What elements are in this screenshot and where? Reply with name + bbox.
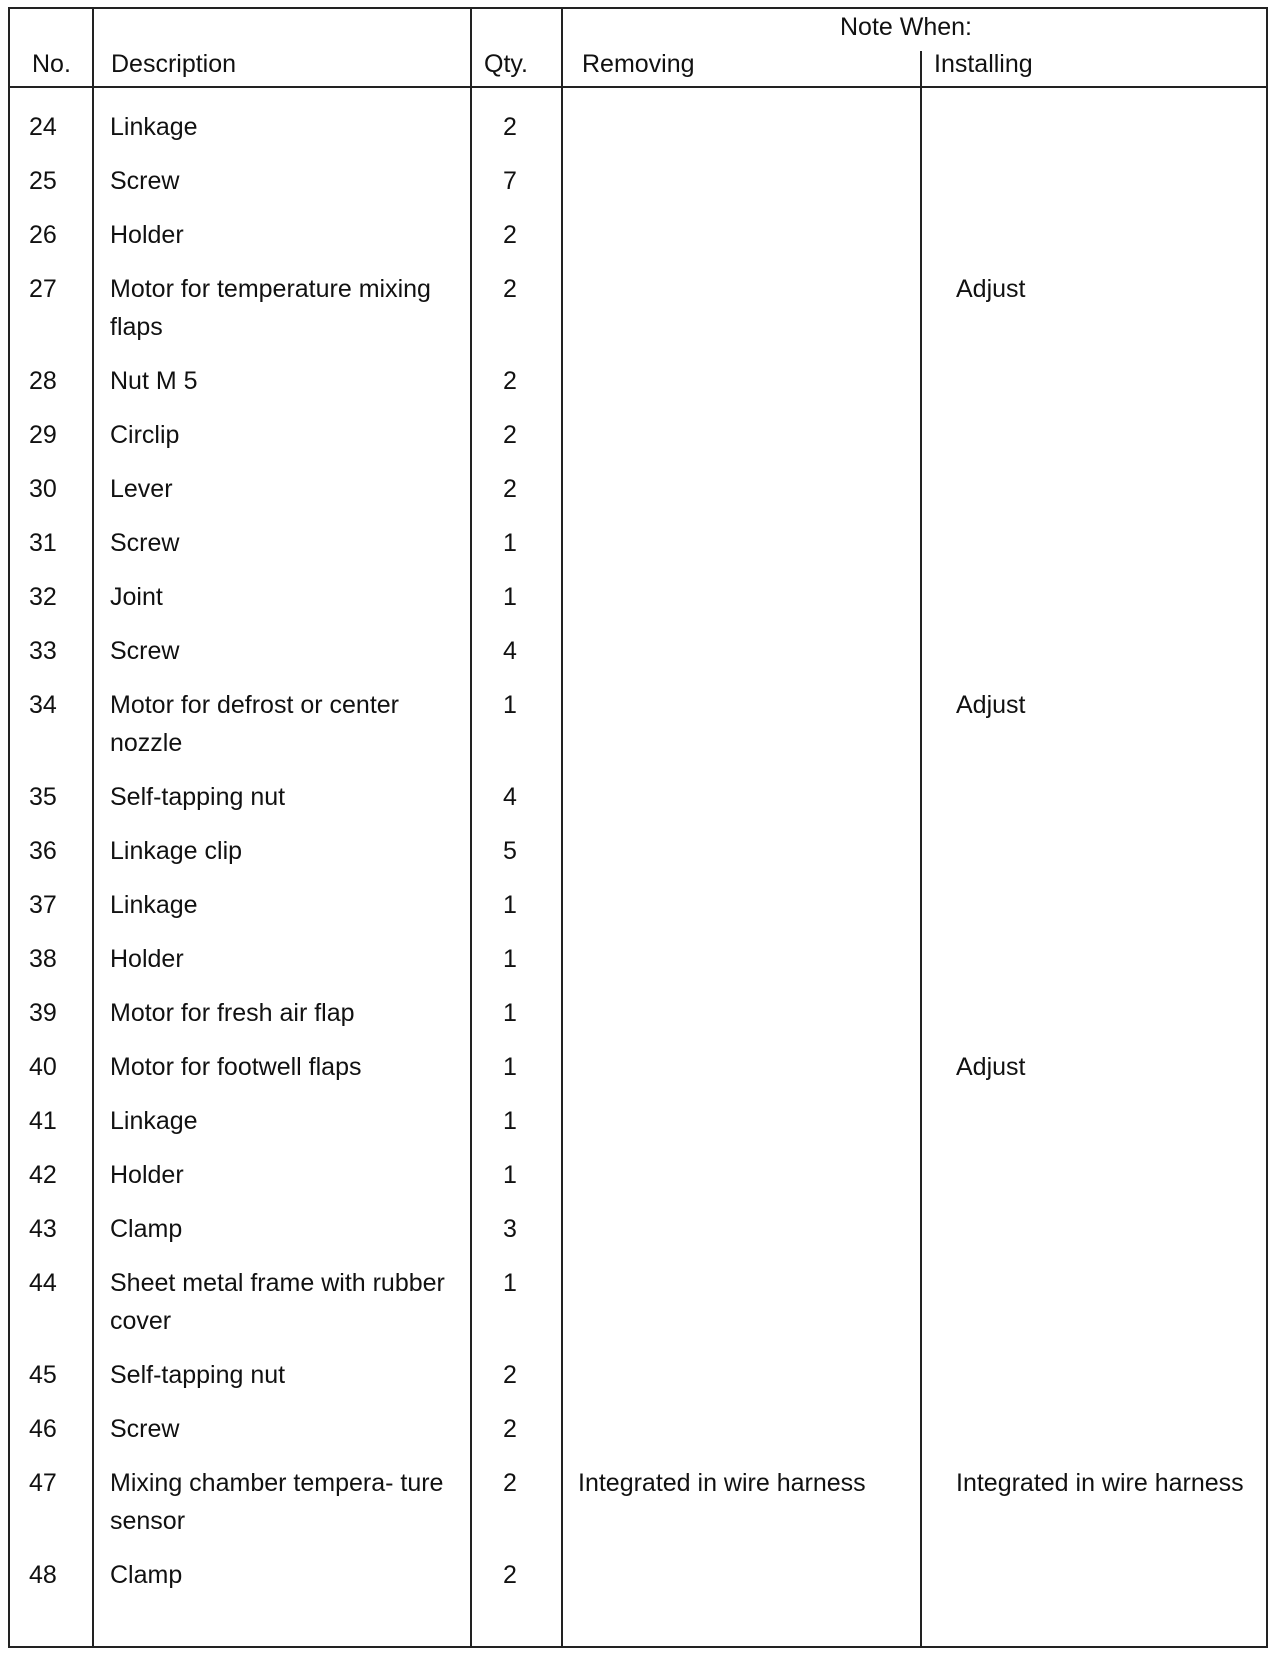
parts-table [8, 7, 1268, 1648]
table-row [10, 1556, 1266, 1610]
header-removing: Removing [582, 50, 695, 78]
row-description: Linkage clip [110, 837, 243, 865]
row-qty: 5 [503, 837, 517, 865]
row-number: 26 [29, 221, 57, 249]
header-qty: Qty. [484, 50, 528, 78]
row-number: 41 [29, 1107, 57, 1135]
row-description: Screw [110, 637, 180, 665]
row-description: Motor for defrost or center nozzle [110, 691, 400, 757]
row-number: 39 [29, 999, 57, 1027]
row-qty: 1 [503, 583, 517, 611]
row-number: 47 [29, 1469, 57, 1497]
row-description: Clamp [110, 1215, 183, 1243]
row-qty: 1 [503, 1107, 517, 1135]
table-row [10, 108, 1266, 162]
row-qty: 2 [503, 113, 517, 141]
row-number: 46 [29, 1415, 57, 1443]
row-number: 32 [29, 583, 57, 611]
row-description: Screw [110, 167, 180, 195]
row-description: Clamp [110, 1561, 183, 1589]
row-number: 28 [29, 367, 57, 395]
row-qty: 1 [503, 891, 517, 919]
table-row [10, 1410, 1266, 1464]
row-qty: 1 [503, 529, 517, 557]
row-number: 35 [29, 783, 57, 811]
row-qty: 2 [503, 475, 517, 503]
table-row [10, 778, 1266, 832]
row-description: Lever [110, 475, 173, 503]
header-note-when: Note When: [840, 13, 973, 41]
row-removing-note: Integrated in wire harness [578, 1469, 866, 1497]
table-row [10, 1356, 1266, 1410]
table-row [10, 1210, 1266, 1264]
row-number: 42 [29, 1161, 57, 1189]
row-number: 40 [29, 1053, 57, 1081]
row-description: Sheet metal frame with rubber cover [110, 1269, 445, 1335]
row-number: 37 [29, 891, 57, 919]
header-no: No. [32, 50, 71, 78]
row-description: Screw [110, 1415, 180, 1443]
table-row [10, 1264, 1266, 1356]
row-qty: 2 [503, 1361, 517, 1389]
row-qty: 1 [503, 945, 517, 973]
row-installing-note: Adjust [956, 691, 1026, 719]
row-number: 25 [29, 167, 57, 195]
row-qty: 2 [503, 1469, 517, 1497]
row-description: Motor for footwell flaps [110, 1053, 362, 1081]
row-description: Motor for temperature mixing flaps [110, 275, 431, 341]
row-number: 34 [29, 691, 57, 719]
table-row [10, 216, 1266, 270]
table-row [10, 578, 1266, 632]
row-qty: 2 [503, 1415, 517, 1443]
header-description: Description [111, 50, 237, 78]
row-qty: 1 [503, 691, 517, 719]
row-number: 44 [29, 1269, 57, 1297]
row-number: 24 [29, 113, 57, 141]
table-row [10, 686, 1266, 778]
row-description: Mixing chamber tempera- ture sensor [110, 1469, 444, 1535]
row-number: 29 [29, 421, 57, 449]
row-number: 30 [29, 475, 57, 503]
row-installing-note: Adjust [956, 1053, 1026, 1081]
row-description: Screw [110, 529, 180, 557]
row-installing-note: Integrated in wire harness [956, 1469, 1244, 1497]
row-qty: 4 [503, 637, 517, 665]
row-qty: 2 [503, 221, 517, 249]
row-description: Holder [110, 221, 184, 249]
row-description: Self-tapping nut [110, 783, 286, 811]
table-row [10, 162, 1266, 216]
row-installing-note: Adjust [956, 275, 1026, 303]
table-row [10, 470, 1266, 524]
table-row [10, 940, 1266, 994]
row-number: 43 [29, 1215, 57, 1243]
table-row [10, 416, 1266, 470]
row-number: 27 [29, 275, 57, 303]
row-number: 45 [29, 1361, 57, 1389]
row-qty: 2 [503, 421, 517, 449]
row-description: Motor for fresh air flap [110, 999, 355, 1027]
table-row [10, 1156, 1266, 1210]
table-row [10, 524, 1266, 578]
row-number: 36 [29, 837, 57, 865]
row-qty: 1 [503, 1161, 517, 1189]
row-qty: 2 [503, 1561, 517, 1589]
table-row [10, 832, 1266, 886]
row-description: Linkage [110, 891, 198, 919]
row-description: Linkage [110, 1107, 198, 1135]
row-number: 38 [29, 945, 57, 973]
row-qty: 1 [503, 1053, 517, 1081]
row-qty: 1 [503, 999, 517, 1027]
row-description: Linkage [110, 113, 198, 141]
table-row [10, 1048, 1266, 1102]
row-description: Self-tapping nut [110, 1361, 286, 1389]
row-number: 33 [29, 637, 57, 665]
table-row [10, 994, 1266, 1048]
row-description: Joint [110, 583, 163, 611]
row-qty: 3 [503, 1215, 517, 1243]
row-number: 48 [29, 1561, 57, 1589]
table-row [10, 632, 1266, 686]
table-body [10, 108, 1266, 1610]
row-number: 31 [29, 529, 57, 557]
table-row [10, 1102, 1266, 1156]
row-qty: 7 [503, 167, 517, 195]
row-qty: 1 [503, 1269, 517, 1297]
header-installing: Installing [934, 50, 1033, 78]
row-description: Circlip [110, 421, 180, 449]
header-divider [10, 86, 1266, 88]
table-row [10, 1464, 1266, 1556]
row-qty: 2 [503, 367, 517, 395]
table-row [10, 886, 1266, 940]
row-qty: 2 [503, 275, 517, 303]
row-description: Nut M 5 [110, 367, 198, 395]
row-qty: 4 [503, 783, 517, 811]
table-row [10, 270, 1266, 362]
row-description: Holder [110, 1161, 184, 1189]
row-description: Holder [110, 945, 184, 973]
table-row [10, 362, 1266, 416]
